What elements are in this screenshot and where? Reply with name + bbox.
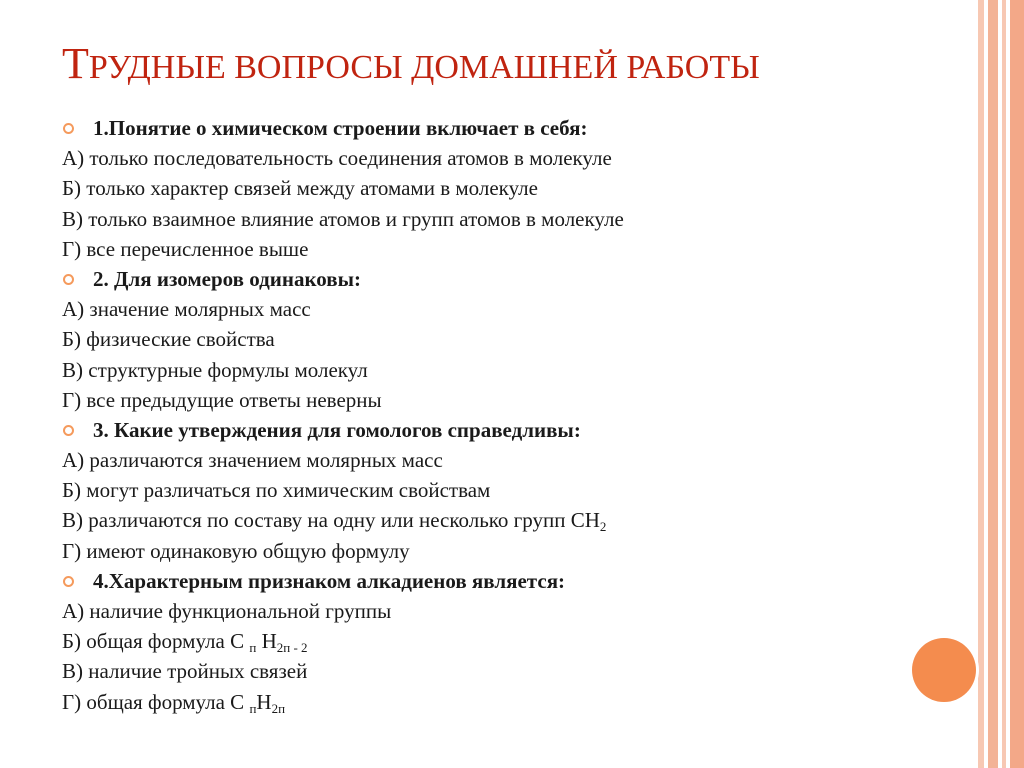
- decorative-stripe: [1002, 0, 1006, 768]
- answer-option: Г) все предыдущие ответы неверны: [62, 387, 382, 412]
- answer-option: [62, 505, 902, 535]
- decorative-stripe: [978, 0, 984, 768]
- question-text: 3. Какие утверждения для гомологов справедливы:: [93, 417, 581, 442]
- decorative-stripe: [988, 0, 998, 768]
- subscript: 2: [599, 519, 607, 535]
- question-text: 2. Для изомеров одинаковы:: [93, 266, 361, 291]
- option-text: Б) общая формула С: [62, 629, 250, 654]
- answer-option: Г) все перечисленное выше: [62, 236, 309, 261]
- title-first-letter: Т: [62, 39, 89, 88]
- question-4: [62, 566, 902, 596]
- slide-title: [62, 40, 760, 88]
- answer-option: Г) имеют одинаковую общую формулу: [62, 538, 410, 563]
- question-text: 4.Характерным признаком алкадиенов является:: [93, 568, 566, 593]
- answer-option: А) наличие функциональной группы: [62, 599, 392, 623]
- subscript: п: [249, 700, 257, 716]
- option-text: Г) общая формула С: [62, 689, 250, 714]
- question-text: 1.Понятие о химическом строении включает в себя:: [93, 116, 588, 140]
- answer-option: [62, 687, 902, 717]
- answer-option: Б) могут различаться по химическим свойствам: [62, 478, 491, 503]
- answer-option: Б) физические свойства: [62, 327, 275, 352]
- answer-option: А) только последовательность соединения атомов в молекуле: [62, 146, 612, 171]
- subscript: 2п: [271, 700, 286, 716]
- answer-option: А) различаются значением молярных масс: [62, 448, 443, 473]
- bullet-icon: [63, 425, 74, 436]
- option-text: Н: [256, 689, 272, 714]
- answer-option: [62, 626, 902, 656]
- subscript: 2п - 2: [276, 640, 308, 656]
- subscript: п: [249, 640, 257, 656]
- option-text: Н: [256, 629, 277, 654]
- answer-option: Б) только характер связей между атомами в молекуле: [62, 176, 538, 201]
- answer-option: В) структурные формулы молекул: [62, 357, 368, 382]
- answer-option: А) значение молярных масс: [62, 297, 311, 322]
- answer-option: В) наличие тройных связей: [62, 659, 308, 684]
- questions-list: [62, 113, 902, 717]
- bullet-icon: [63, 274, 74, 285]
- title-rest: РУДНЫЕ ВОПРОСЫ ДОМАШНЕЙ РАБОТЫ: [88, 49, 760, 86]
- question-3: [62, 415, 902, 445]
- bullet-icon: [63, 123, 74, 134]
- question-2: [62, 264, 902, 294]
- bullet-icon: [63, 576, 74, 587]
- answer-option: В) только взаимное влияние атомов и групп атомов в молекуле: [62, 206, 624, 231]
- decorative-circle: [912, 638, 976, 702]
- option-text: В) различаются по составу на одну или несколько групп СН: [62, 508, 600, 533]
- decorative-stripe: [1010, 0, 1024, 768]
- question-1: [62, 113, 902, 143]
